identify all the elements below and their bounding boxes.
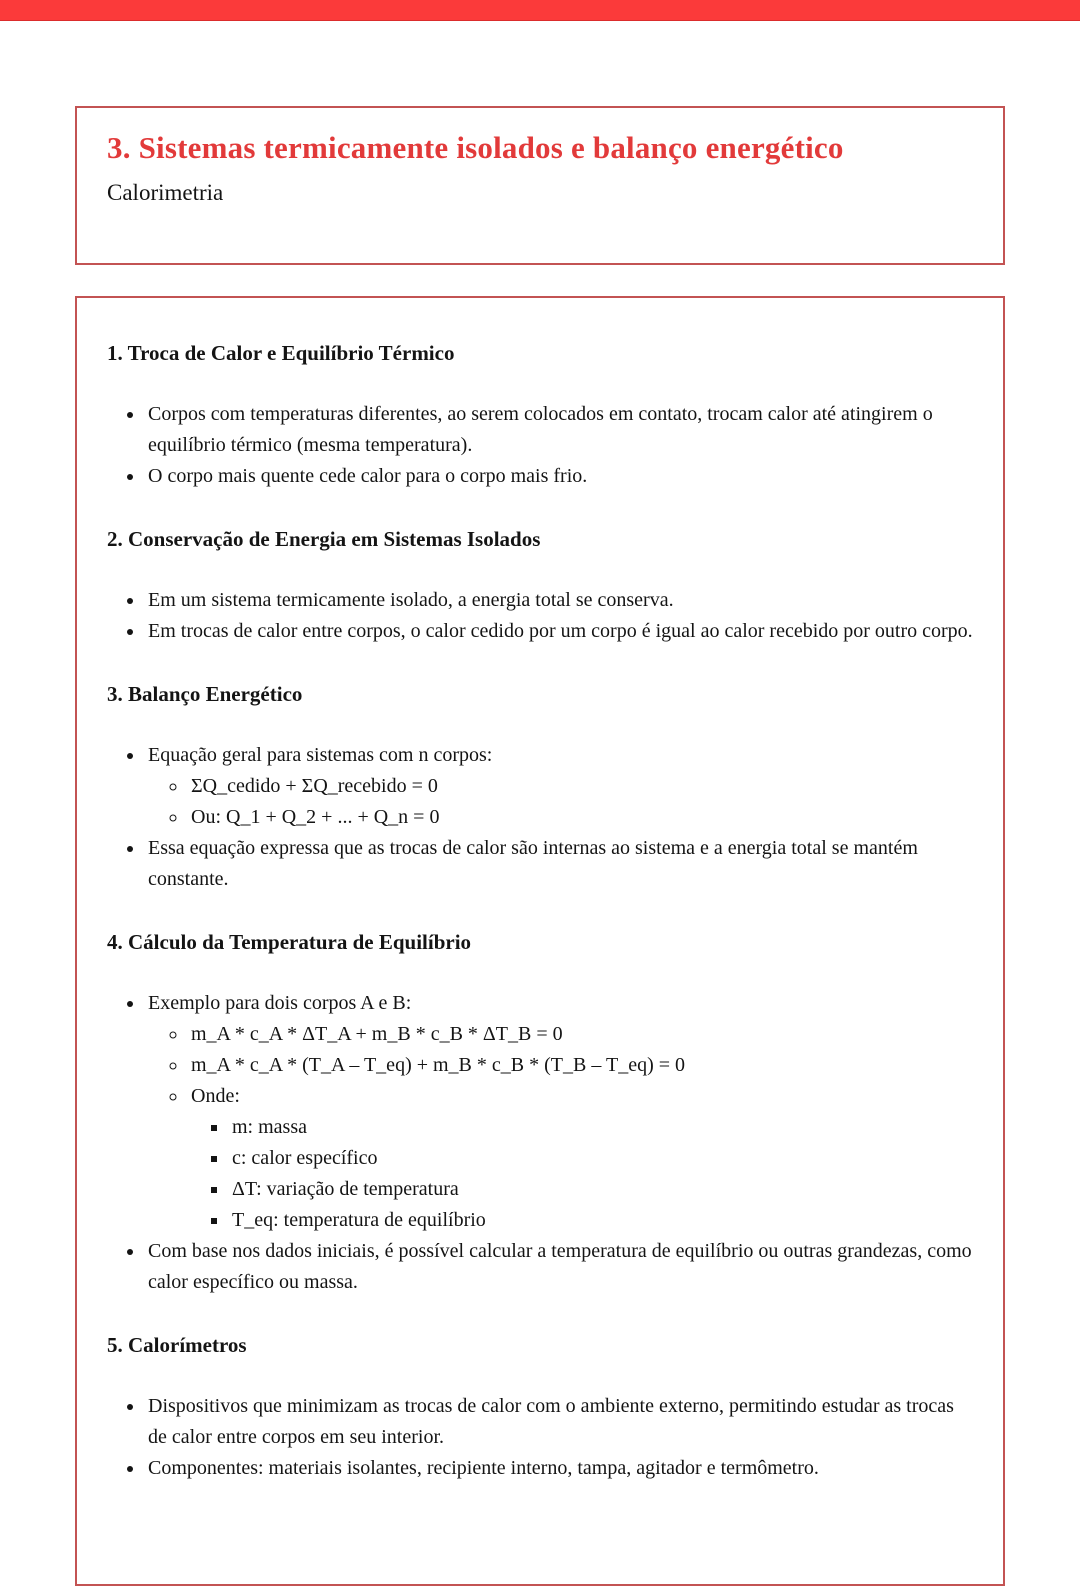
sub-sub-list-item bbox=[229, 1205, 973, 1236]
sub-list-item bbox=[188, 771, 973, 802]
sub-sub-list-item bbox=[229, 1112, 973, 1143]
list-item bbox=[145, 1236, 973, 1298]
formula-text: m_A * c_A * (T_A – T_eq) + m_B * c_B * (T_B – T_eq) = 0 bbox=[191, 1054, 686, 1076]
list-item-text: Equação geral para sistemas com n corpos: bbox=[148, 744, 493, 766]
definition-text: m: massa bbox=[232, 1116, 307, 1138]
definition-text: T_eq: temperatura de equilíbrio bbox=[232, 1209, 486, 1231]
list-item-text: Com base nos dados iniciais, é possível calcular a temperatura de equilíbrio ou outras grandezas, como calor específico ou massa. bbox=[148, 1240, 972, 1293]
list-item bbox=[145, 833, 973, 895]
sub-sub-list-item bbox=[229, 1174, 973, 1205]
list-item-text: Dispositivos que minimizam as trocas de calor com o ambiente externo, permitindo estudar as trocas de calor entre corpos em seu interior. bbox=[148, 1395, 954, 1448]
list-item bbox=[145, 740, 973, 833]
page-accent-top-bar bbox=[0, 0, 1080, 21]
sub-list bbox=[148, 1019, 973, 1236]
list-item-text: Em um sistema termicamente isolado, a energia total se conserva. bbox=[148, 589, 674, 611]
list-item-text: Corpos com temperaturas diferentes, ao serem colocados em contato, trocam calor até atingirem o equilíbrio térmico (mesma temperatura). bbox=[148, 403, 933, 456]
sub-list-item bbox=[188, 1081, 973, 1236]
list-item-text: Componentes: materiais isolantes, recipiente interno, tampa, agitador e termômetro. bbox=[148, 1457, 819, 1479]
title-card bbox=[75, 106, 1005, 265]
sub-list-item bbox=[188, 802, 973, 833]
sub-list-item bbox=[188, 1019, 973, 1050]
list-item bbox=[145, 988, 973, 1236]
list-item-text: Essa equação expressa que as trocas de calor são internas ao sistema e a energia total se mantém constante. bbox=[148, 837, 918, 890]
definition-text: ΔT: variação de temperatura bbox=[232, 1178, 459, 1200]
bullet-list-1 bbox=[107, 399, 973, 492]
page-title: 3. Sistemas termicamente isolados e balanço energético bbox=[107, 130, 844, 165]
list-item bbox=[145, 585, 973, 616]
bullet-list-2 bbox=[107, 585, 973, 647]
bullet-list-4 bbox=[107, 988, 973, 1298]
sub-list-item bbox=[188, 1050, 973, 1081]
sub-sub-list bbox=[191, 1112, 973, 1236]
list-item-text: Exemplo para dois corpos A e B: bbox=[148, 992, 412, 1014]
formula-text: ΣQ_cedido + ΣQ_recebido = 0 bbox=[191, 775, 438, 797]
section-heading-3: 3. Balanço Energético bbox=[107, 682, 303, 706]
content-card bbox=[75, 296, 1005, 1586]
formula-text: Ou: Q_1 + Q_2 + ... + Q_n = 0 bbox=[191, 806, 440, 828]
section-heading-2: 2. Conservação de Energia em Sistemas Isolados bbox=[107, 527, 541, 551]
list-item-text: Onde: bbox=[191, 1085, 240, 1107]
section-heading-5: 5. Calorímetros bbox=[107, 1333, 247, 1357]
list-item-text: O corpo mais quente cede calor para o corpo mais frio. bbox=[148, 465, 588, 487]
list-item bbox=[145, 616, 973, 647]
bullet-list-5 bbox=[107, 1391, 973, 1484]
sub-list bbox=[148, 771, 973, 833]
section-heading-4: 4. Cálculo da Temperatura de Equilíbrio bbox=[107, 930, 472, 954]
list-item-text: Em trocas de calor entre corpos, o calor cedido por um corpo é igual ao calor recebido por outro corpo. bbox=[148, 620, 973, 642]
section-heading-1: 1. Troca de Calor e Equilíbrio Térmico bbox=[107, 341, 455, 365]
list-item bbox=[145, 1453, 973, 1484]
list-item bbox=[145, 399, 973, 461]
list-item bbox=[145, 461, 973, 492]
formula-text: m_A * c_A * ΔT_A + m_B * c_B * ΔT_B = 0 bbox=[191, 1023, 563, 1045]
page-subtitle: Calorimetria bbox=[107, 179, 224, 205]
list-item bbox=[145, 1391, 973, 1453]
sub-sub-list-item bbox=[229, 1143, 973, 1174]
definition-text: c: calor específico bbox=[232, 1147, 378, 1169]
bullet-list-3 bbox=[107, 740, 973, 895]
